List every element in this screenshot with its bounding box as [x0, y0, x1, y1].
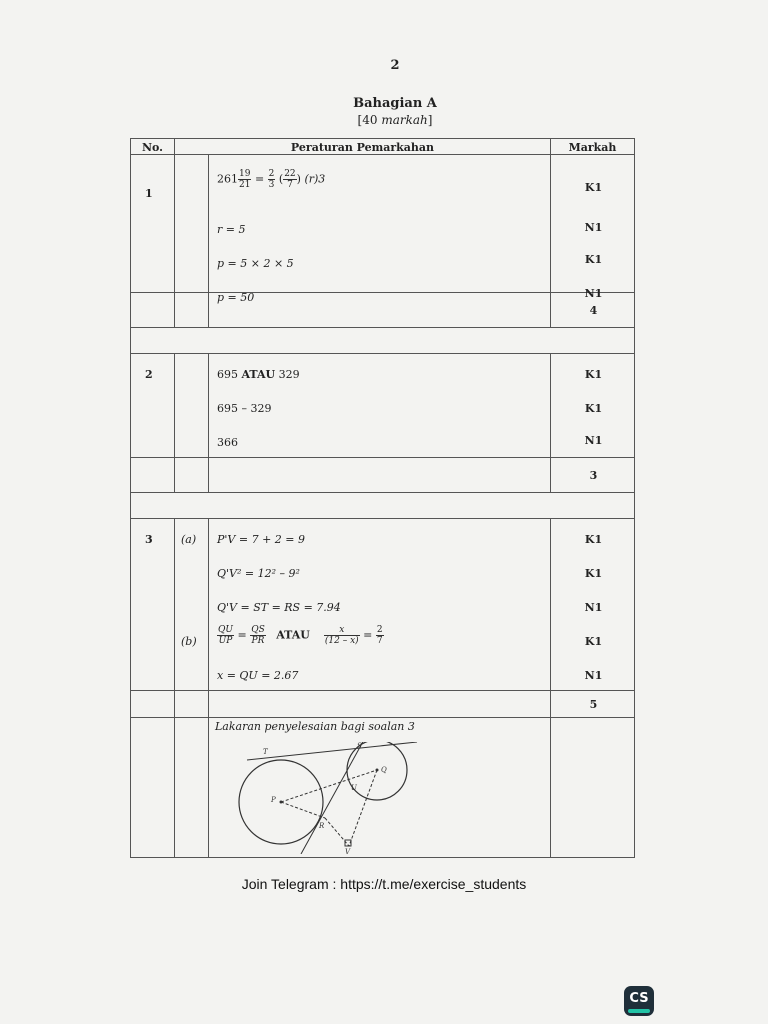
label-u: U [351, 784, 357, 792]
tangent-line [247, 742, 417, 760]
header-mark: Markah [568, 141, 617, 154]
q3-sub-b: (b) [181, 635, 197, 648]
q1-step-1: r = 5 [217, 223, 246, 236]
label-v: V [345, 848, 351, 854]
label-t: T [263, 748, 268, 756]
sketch-title: Lakaran penyelesaian bagi soalan 3 [215, 720, 415, 733]
q1-mark-4: N1 [584, 287, 603, 300]
q1-row [130, 155, 635, 304]
q2-mark-1: K1 [584, 368, 603, 381]
q3-b-final: x = QU = 2.67 [217, 669, 299, 682]
header-rule: Peraturan Pemarkahan [175, 139, 551, 154]
q2-total-row [130, 458, 635, 493]
q3-number: 3 [145, 533, 153, 546]
q2-total: 3 [589, 469, 598, 482]
section-marks: [40 markah] [357, 113, 433, 127]
q1-step-3: p = 50 [217, 291, 255, 304]
q1-mark-3: K1 [584, 253, 603, 266]
section-title: Bahagian A [353, 96, 437, 111]
q3-mark-1: K1 [584, 533, 603, 546]
transversal-line [301, 742, 365, 854]
q1-equation: 261 $\frac{19}{21}$ = $\frac{2}{3}$ ( $\frac{22}{7}$ ) (r)3 [217, 169, 326, 190]
q2-step-1: 695 ATAU 329 [217, 368, 300, 381]
label-s: S [357, 742, 362, 750]
table-header [130, 138, 635, 155]
label-q: Q [381, 766, 387, 774]
q3-total-row [130, 691, 635, 718]
label-r: R [319, 822, 325, 830]
gap-row-2 [130, 493, 635, 519]
q3-a-step-3: Q'V = ST = RS = 7.94 [217, 601, 341, 614]
q3-mark-3: N1 [584, 601, 603, 614]
q2-mark-3: N1 [584, 434, 603, 447]
q3-mark-5: N1 [584, 669, 603, 682]
gap-row-1 [130, 328, 635, 354]
q2-mark-2: K1 [584, 402, 603, 415]
q2-step-2: 695 – 329 [217, 402, 272, 415]
q3-sketch-row [130, 718, 635, 858]
point-p-dot [280, 801, 283, 804]
q1-step-2: p = 5 × 2 × 5 [217, 257, 294, 270]
q1-total-row [130, 293, 635, 328]
marking-scheme-table [130, 138, 635, 858]
q2-number: 2 [145, 368, 153, 381]
q2-step-3: 366 [217, 436, 238, 449]
q1-mark-1: K1 [584, 181, 603, 194]
line-pr [281, 802, 325, 818]
q3-a-step-1: P'V = 7 + 2 = 9 [217, 533, 305, 546]
page-number: 2 [390, 58, 400, 73]
sketch-diagram [237, 742, 437, 854]
q3-a-step-2: Q'V² = 12² – 9² [217, 567, 300, 580]
q3-mark-4: K1 [584, 635, 603, 648]
q3-row [130, 519, 635, 691]
q3-mark-2: K1 [584, 567, 603, 580]
line-qv [349, 770, 377, 846]
q2-row [130, 354, 635, 458]
telegram-footer: Join Telegram : https://t.me/exercise_students [241, 876, 527, 892]
q1-mark-2: N1 [584, 221, 603, 234]
q3-total: 5 [589, 698, 598, 711]
line-pq [281, 770, 377, 802]
camscanner-badge: CS [624, 986, 654, 1016]
q3-sub-a: (a) [181, 533, 197, 546]
label-p: P [271, 796, 276, 804]
point-q-dot [376, 769, 379, 772]
header-no: No. [131, 139, 175, 154]
q1-total: 4 [589, 304, 598, 317]
q3-b-equation: $\frac{QU}{UP}$ = $\frac{QS}{PR}$ ATAU $\frac{x}{(12 - x)}$ = $\frac{2}{7}$ [218, 625, 383, 646]
q1-number: 1 [145, 187, 153, 200]
